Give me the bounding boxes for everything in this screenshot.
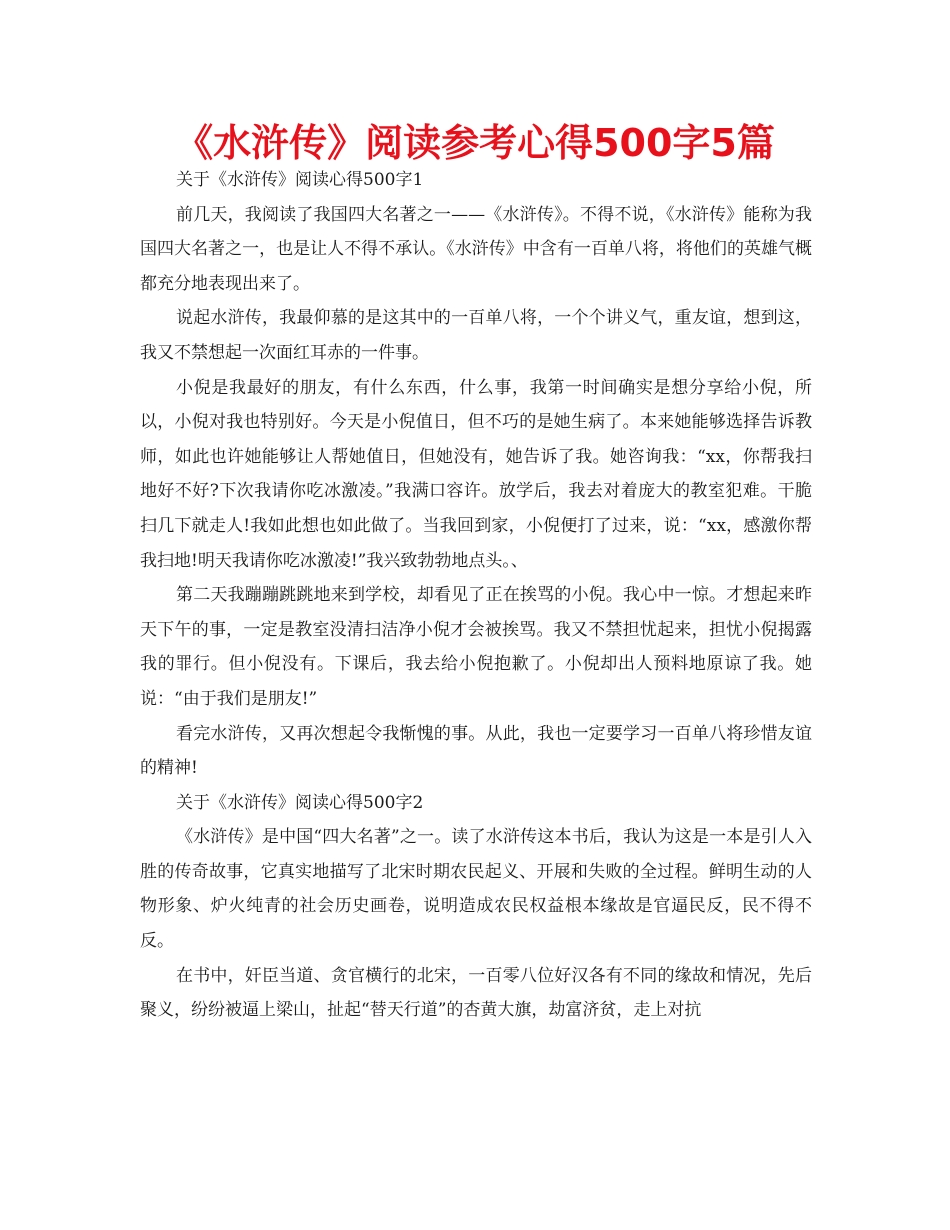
paragraph: 《水浒传》是中国“四大名著”之一。读了水浒传这本书后，我认为这是一本是引人入胜的传奇故事，它真实地描写了北宋时期农民起义、开展和失败的全过程。鲜明生动的人物形象、炉火纯青的社会历史画卷，说明造成农民权益根本缘故是官逼民反，民不得不反。 (140, 827, 812, 952)
section-heading: 关于《水浒传》阅读心得500字1 (176, 170, 424, 190)
paragraph: 在书中，奸臣当道、贪官横行的北宋，一百零八位好汉各有不同的缘故和情况，先后聚义，纷纷被逼上梁山，扯起“替天行道”的杏黄大旗，劫富济贫，走上对抗 (140, 965, 812, 1021)
section-heading: 关于《水浒传》阅读心得500字2 (176, 792, 424, 813)
paragraph: 看完水浒传，又再次想起令我惭愧的事。从此，我也一定要学习一百单八将珍惜友谊的精神! (140, 723, 812, 779)
paragraph: 说起水浒传，我最仰慕的是这其中的一百单八将，一个个讲义气，重友谊，想到这，我又不禁想起一次面红耳赤的一件事。 (140, 308, 812, 363)
paragraph: 第二天我蹦蹦跳跳地来到学校，却看见了正在挨骂的小倪。我心中一惊。才想起来昨天下午的事，一定是教室没清扫洁净小倪才会被挨骂。我又不禁担忧起来，担忧小倪揭露我的罪行。但小倪没有。下课后，我去给小倪抱歉了。小倪却出人预料地原谅了我。她说：“由于我们是朋友!” (140, 585, 812, 709)
paragraph: 前几天，我阅读了我国四大名著之一——《水浒传》。不得不说，《水浒传》能称为我国四大名著之一，也是让人不得不承认。《水浒传》中含有一百单八将，将他们的英雄气概都充分地表现出来了。 (140, 204, 812, 294)
paragraph: 小倪是我最好的朋友，有什么东西，什么事，我第一时间确实是想分享给小倪，所以，小倪对我也特别好。今天是小倪值日，但不巧的是她生病了。本来她能够选择告诉教师，如此也许她能够让人帮她值日，但她没有，她告诉了我。她咨询我：“xx，你帮我扫地好不好?下次我请你吃冰激凌。”我满口容许。放学后，我去对着庞大的教室犯难。干脆扫几下就走人!我如此想也如此做了。当我回到家，小倪便打了过来，说：“xx，感激你帮我扫地!明天我请你吃冰激凌!”我兴致勃勃地点头。、 (140, 377, 812, 571)
page-title: 《水浒传》阅读参考心得500字5篇 (175, 121, 775, 165)
article-body (140, 163, 812, 1028)
